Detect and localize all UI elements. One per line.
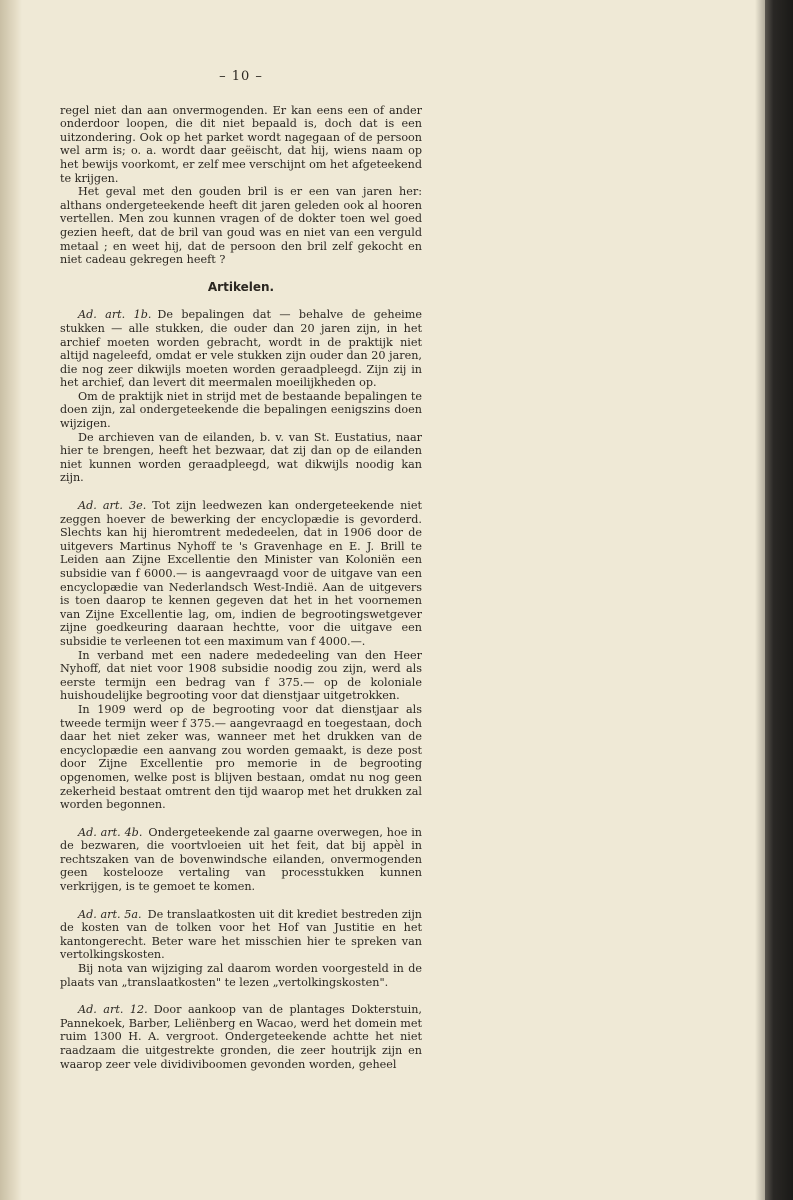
- article-paragraph: In 1909 werd op de begrooting voor dat dienstjaar als tweede termijn weer f 375.— aangevraagd en toegestaan, doch daar het niet zeker was, wanneer met het drukken van de encyclopædie een aanvang zou worden gemaakt, is deze post door Zijne Excellentie pro memorie in de begrooting opgenomen, welke post is blijven bestaan, omdat nu nog geen zekerheid bestaat omtrent den tijd waarop met het drukken zal worden begonnen.: [60, 702, 422, 812]
- article-ref: Ad. art. 3e.: [78, 499, 147, 513]
- article-paragraph: [60, 308, 422, 390]
- page-number: – 10 –: [219, 69, 263, 84]
- article-text: De translaatkosten uit dit krediet bestreden zijn de kosten van de tolken voor het Hof van Justitie en het kantongerecht. Beter ware het misschien hier te spreken van vertolkingskosten.: [60, 907, 422, 962]
- article-paragraph: Om de praktijk niet in strijd met de bestaande bepalingen te doen zijn, zal ondergeteekende die bepalingen eenigszins doen wijzigen.: [60, 389, 422, 431]
- article-3e: [60, 499, 422, 812]
- article-5a: [60, 908, 422, 990]
- article-paragraph: Bij nota van wijziging zal daarom worden voorgesteld in de plaats van „translaatkosten" te lezen „vertolkingskosten".: [60, 962, 422, 989]
- document-body: [60, 70, 422, 1071]
- article-ref: Ad. art. 12.: [78, 1003, 148, 1017]
- section-heading: Artikelen.: [207, 279, 275, 294]
- intro-paragraph-2: Het geval met den gouden bril is er een van jaren her: althans ondergeteekende heeft dit jaren geleden ook al hooren vertellen. Men zou kunnen vragen of de dokter toen wel goed gezien heeft, dat de bril van goud was en niet van een verguld metaal ; en weet hij, dat de persoon den bril zelf gekocht en niet cadeau gekregen heeft ?: [60, 185, 422, 267]
- article-paragraph: [60, 826, 422, 894]
- article-text: Tot zijn leedwezen kan ondergeteekende niet zeggen hoever de bewerking der encyclopædie is gevorderd. Slechts kan hij hieromtrent mededeelen, dat in 1906 door de uitgevers Martinus Nyhoff te 's Gravenhage en E. J. Brill te Leiden aan Zijne Excellentie den Minister van Koloniën een subsidie van f 6000.— is aangevraagd voor de uitgave van een encyclopædie van Nederlandsch West-Indië. Aan de uitgevers is toen daarop te kennen gegeven dat het in het voornemen van Zijne Excellentie lag, om, indien de begrootingswetgever zijne goedkeuring daaraan hechtte, voor die uitgave een subsidie te verleenen tot een maximum van f 4000.—.: [60, 499, 422, 648]
- book-spine: [765, 0, 793, 1200]
- article-1b: [60, 308, 422, 485]
- article-paragraph: De archieven van de eilanden, b. v. van St. Eustatius, naar hier te brengen, heeft het bezwaar, dat zij dan op de eilanden niet kunnen worden geraadpleegd, wat dikwijls noodig kan zijn.: [60, 430, 422, 485]
- article-ref: Ad. art. 1b.: [78, 308, 152, 322]
- article-paragraph: [60, 1003, 422, 1071]
- article-ref: Ad. art. 4b.: [78, 825, 143, 839]
- article-text: De bepalingen dat — behalve de geheime stukken — alle stukken, die ouder dan 20 jaren zijn, in het archief moeten worden gebracht, wordt in de praktijk niet altijd nageleefd, omdat er vele stukken zijn ouder dan 20 jaren, die nog zeer dikwijls moeten worden geraadpleegd. Zijn zij in het archief, dan levert dit meermalen moeilijkheden op.: [60, 308, 422, 390]
- article-paragraph: In verband met een nadere mededeeling van den Heer Nyhoff, dat niet voor 1908 subsidie noodig zou zijn, werd als eerste termijn een bedrag van f 375.— op de koloniale huishoudelijke begrooting voor dat dienstjaar uitgetrokken.: [60, 648, 422, 703]
- intro-paragraph-1: regel niet dan aan onvermogenden. Er kan eens een of ander onderdoor loopen, die dit niet bepaald is, doch dat is een uitzondering. Ook op het parket wordt nagegaan of de persoon wel arm is; o. a. wordt daar geëischt, dat hij, wiens naam op het bewijs voorkomt, er zelf mee verschijnt om het afgeteekend te krijgen.: [60, 103, 422, 185]
- page-left-edge: [0, 0, 22, 1200]
- article-12: [60, 1003, 422, 1071]
- article-text: Door aankoop van de plantages Dokterstuin, Pannekoek, Barber, Leliënberg en Wacao, werd het domein met ruim 1300 H. A. vergroot. Ondergeteekende achtte het niet raadzaam die uitgestrekte gronden, die zeer houtrijk zijn en waarop zeer vele dividiviboomen gevonden worden, geheel: [60, 1003, 422, 1071]
- article-paragraph: [60, 499, 422, 649]
- article-paragraph: [60, 908, 422, 962]
- article-text: Ondergeteekende zal gaarne overwegen, hoe in de bezwaren, die voortvloeien uit het feit, dat bij appèl in rechtszaken van de bovenwindsche eilanden, onvermogenden geen kostelooze vertaling van processtukken kunnen verkrijgen, is te gemoet te komen.: [60, 825, 422, 894]
- article-ref: Ad. art. 5a.: [78, 907, 142, 921]
- spine-shadow: [755, 0, 765, 1200]
- article-4b: [60, 826, 422, 894]
